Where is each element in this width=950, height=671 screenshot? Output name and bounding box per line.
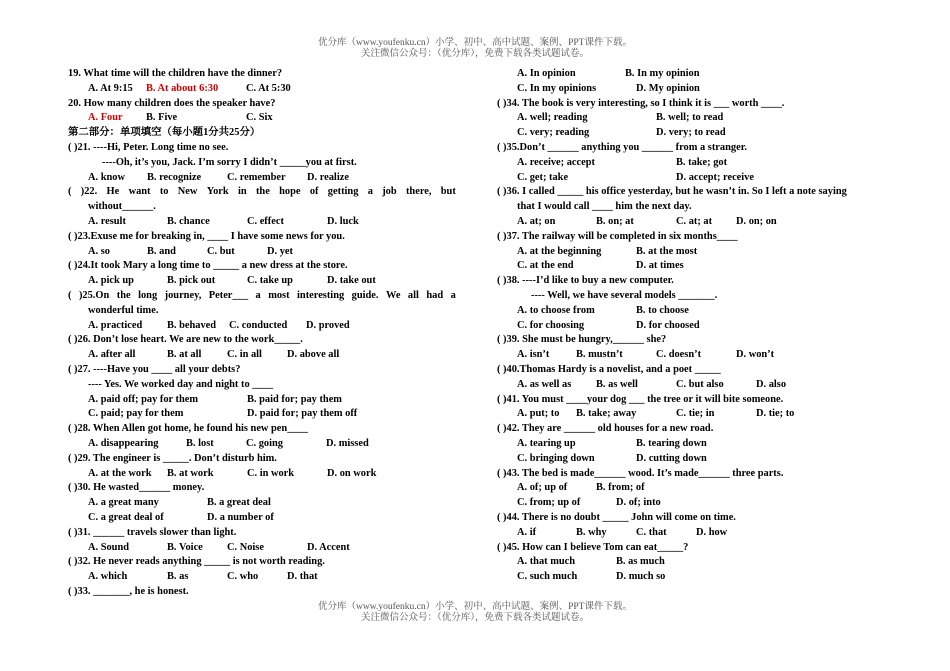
question-word: all — [407, 289, 419, 301]
option-item: C. such much — [517, 571, 578, 583]
options-row — [497, 555, 887, 570]
question-word: ( — [68, 186, 72, 198]
option-item: C. bringing down — [517, 452, 595, 464]
option-item: B. as well — [596, 378, 638, 390]
options-row — [497, 111, 887, 126]
option-item: B. from; of — [596, 482, 645, 494]
option-item: C. very; reading — [517, 127, 590, 139]
options-row — [497, 304, 887, 319]
options-row — [497, 245, 887, 260]
options-row — [497, 570, 887, 585]
option-item: B. why — [576, 526, 607, 538]
options-row — [497, 348, 887, 363]
option-item: A. a great many — [88, 497, 159, 509]
question-word: New — [177, 186, 198, 198]
option-item: D. realize — [307, 171, 349, 183]
options-row — [497, 126, 887, 141]
question-line: ( )45. How can I believe Tom can eat_____? — [497, 541, 689, 553]
option-item: C. remember — [227, 171, 286, 183]
option-item: A. know — [88, 171, 125, 183]
option-item: D. a number of — [207, 511, 274, 523]
options-row — [497, 156, 887, 171]
question-word: He — [106, 186, 120, 198]
question-word: interesting — [297, 289, 345, 301]
option-item: C. going — [246, 437, 283, 449]
question-line — [68, 289, 456, 304]
option-item: B. pick out — [167, 275, 216, 287]
option-item: D. also — [756, 378, 787, 390]
options-row — [497, 319, 887, 334]
option-item: A. if — [517, 526, 537, 538]
option-item: A. that much — [517, 556, 576, 568]
options-row — [68, 437, 456, 452]
option-item: B. tearing down — [636, 437, 707, 449]
options-row — [68, 467, 456, 482]
question-word: but — [440, 186, 456, 198]
question-word: long — [138, 289, 158, 301]
options-row — [68, 215, 456, 230]
option-item: A. to choose from — [517, 304, 595, 316]
option-item: C. tie; in — [676, 408, 715, 420]
question-line: ( )40.Thomas Hardy is a novelist, and a poet _____ — [497, 363, 721, 375]
option-item: B. a great deal — [207, 497, 271, 509]
question-line: ( )35.Don’t ______ anything you ______ from a stranger. — [497, 141, 747, 153]
option-item: B. Voice — [167, 541, 203, 553]
option-item: A. of; up of — [517, 482, 568, 494]
question-line: ( )34. The book is very interesting, so I think it is ___ worth ____. — [497, 97, 785, 109]
option-item: B. at all — [167, 349, 202, 361]
options-row — [68, 82, 456, 97]
question-line: ( )43. The bed is made______ wood. It’s made______ three parts. — [497, 467, 784, 479]
question-line: ( )28. When Allen got home, he found his new pen____ — [68, 423, 308, 435]
option-item: A. at the work — [88, 467, 152, 479]
question-word: job — [382, 186, 397, 198]
question-word: York — [206, 186, 229, 198]
question-word: the — [255, 186, 270, 198]
option-item: A. Sound — [88, 541, 130, 553]
option-item: C. conducted — [229, 319, 288, 331]
options-row — [68, 511, 456, 526]
option-item: C. but — [207, 245, 235, 257]
option-item: A. practiced — [88, 319, 143, 331]
option-item: D. for choosed — [636, 319, 700, 331]
option-item: C. in all — [227, 349, 262, 361]
options-row — [68, 570, 456, 585]
question-continuation: ----Oh, it’s you, Jack. I’m sorry I didn’t _____you at first. — [102, 156, 357, 168]
question-word: to — [159, 186, 169, 198]
question-line: ( )39. She must be hungry,______ she? — [497, 334, 667, 346]
option-item: B. Five — [146, 112, 178, 124]
option-item: D. yet — [267, 245, 293, 257]
option-item: D. luck — [327, 215, 359, 227]
option-item: C. paid; pay for them — [88, 408, 184, 420]
option-item: D. missed — [326, 437, 369, 449]
option-item: A. isn’t — [517, 349, 550, 361]
question-word: hope — [279, 186, 301, 198]
option-item: B. recognize — [147, 171, 202, 183]
question-continuation: ---- Well, we have several models _______. — [531, 289, 718, 301]
question-line: ( )29. The engineer is _____. Don’t disturb him. — [68, 452, 277, 464]
question-line: ( )44. There is no doubt _____ John will come on time. — [497, 511, 736, 523]
question-continuation: ---- Yes. We worked day and night to ____ — [88, 378, 274, 390]
option-item: D. that — [287, 571, 318, 583]
page-header — [0, 38, 950, 60]
question-word: had — [426, 289, 444, 301]
question-word: a — [367, 186, 373, 198]
question-line: ( )38. ----I’d like to buy a new computer. — [497, 275, 674, 287]
question-word: guide. — [351, 289, 379, 301]
options-row — [497, 452, 887, 467]
option-item: A. after all — [88, 349, 136, 361]
option-item: C. a great deal of — [88, 511, 164, 523]
option-item: C. in work — [247, 467, 295, 479]
question-line: 第二部分：单项填空（每小题1分共25分） — [68, 127, 261, 139]
options-row — [497, 67, 887, 82]
option-item: B. as — [167, 571, 189, 583]
option-item: C. that — [636, 526, 667, 538]
option-item: A. put; to — [517, 408, 560, 420]
options-row — [68, 171, 456, 186]
question-line: ( )42. They are ______ old houses for a new road. — [497, 423, 714, 435]
option-item: C. at the end — [517, 260, 574, 272]
question-line: ( )24.It took Mary a long time to _____ a new dress at the store. — [68, 260, 348, 272]
right-column — [497, 67, 887, 585]
options-row — [68, 245, 456, 260]
option-item: D. won’t — [736, 349, 775, 361]
option-item: C. for choosing — [517, 319, 585, 331]
question-continuation: that I would call ____ him the next day. — [517, 201, 692, 213]
left-column — [68, 67, 456, 600]
question-line: ( )26. Don’t lose heart. We are new to the work_____. — [68, 334, 303, 346]
question-word: getting — [327, 186, 359, 198]
option-item: D. at times — [636, 260, 684, 272]
option-item: D. very; to read — [656, 127, 726, 139]
options-row — [68, 541, 456, 556]
option-item: A. at the beginning — [517, 245, 602, 257]
question-word: most — [268, 289, 290, 301]
option-item: C. In my opinions — [517, 82, 597, 94]
option-item: D. proved — [306, 319, 350, 331]
options-row — [497, 215, 887, 230]
question-line: ( )37. The railway will be completed in six months____ — [497, 230, 738, 242]
option-item: D. paid for; pay them off — [247, 408, 358, 420]
option-item: D. cutting down — [636, 452, 707, 464]
option-item: B. take; away — [576, 408, 637, 420]
option-item: A. so — [88, 245, 110, 257]
option-item: D. how — [696, 526, 728, 538]
option-item: C. doesn’t — [656, 349, 702, 361]
option-item: A. well; reading — [517, 112, 588, 124]
question-word: ( — [68, 289, 72, 301]
footer-line-2: 关注微信公众号：（优分库），免费下载各类试题试卷。 — [360, 613, 589, 623]
options-row — [68, 319, 456, 334]
question-word: We — [386, 289, 401, 301]
question-word: there, — [405, 186, 432, 198]
question-line: 19. What time will the children have the dinner? — [68, 68, 283, 79]
question-line: ( )36. I called _____ his office yesterday, but he wasn’t in. So I left a note saying — [497, 186, 847, 198]
options-row — [497, 437, 887, 452]
question-word: of — [309, 186, 319, 198]
question-line: ( )31. ______ travels slower than light. — [68, 526, 237, 538]
option-item: B. mustn’t — [576, 349, 623, 361]
options-row — [68, 111, 456, 126]
option-item: C. but also — [676, 378, 724, 390]
option-item: C. at; at — [676, 215, 713, 227]
option-item: A. as well as — [517, 378, 572, 390]
option-item: C. take up — [247, 275, 293, 287]
question-word: in — [237, 186, 247, 198]
options-row — [68, 393, 456, 408]
question-word: want — [128, 186, 151, 198]
question-line: ( )41. You must ____your dog ___ the tree or it will bite someone. — [497, 393, 784, 405]
option-item: D. Accent — [307, 541, 350, 553]
option-item: A. paid off; pay for them — [88, 393, 199, 405]
option-item: A. tearing up — [517, 437, 576, 449]
question-line: ( )32. He never reads anything _____ is not worth reading. — [68, 556, 325, 568]
option-item: D. of; into — [616, 497, 661, 509]
options-row — [497, 171, 887, 186]
option-item: B. at the most — [636, 245, 698, 257]
option-item: A. At 9:15 — [88, 82, 133, 94]
option-item: C. At 5:30 — [246, 82, 291, 94]
option-item: C. Six — [246, 112, 273, 124]
option-item: A. result — [88, 215, 126, 227]
option-item: C. effect — [247, 215, 284, 227]
question-line: ( )33. _______, he is honest. — [68, 585, 189, 597]
options-row — [497, 496, 887, 511]
option-item: C. Noise — [227, 541, 264, 553]
option-item: B. well; to read — [656, 112, 724, 124]
option-item: A. at; on — [517, 215, 556, 227]
footer-line-1: 优分库（www.youfenku.cn）小学、初中、高中试题、案例、PPT课件下载。 — [318, 602, 632, 612]
option-item: B. behaved — [167, 319, 217, 331]
option-item: D. tie; to — [756, 408, 795, 420]
question-continuation: wonderful time. — [88, 304, 159, 316]
option-item: C. from; up of — [517, 497, 581, 509]
option-item: D. take out — [327, 275, 376, 287]
option-item: B. at work — [167, 467, 214, 479]
options-row — [68, 348, 456, 363]
option-item: B. take; got — [676, 156, 728, 168]
options-row — [497, 378, 887, 393]
option-item: A. receive; accept — [517, 156, 595, 168]
option-item: B. to choose — [636, 304, 689, 316]
option-item: B. as much — [616, 556, 665, 568]
question-word: )22. — [80, 186, 98, 198]
options-row — [497, 526, 887, 541]
option-item: A. pick up — [88, 275, 134, 287]
question-line: ( )23.Exuse me for breaking in, ____ I have some news for you. — [68, 230, 345, 242]
header-line-2: 关注微信公众号：（优分库），免费下载各类试题试卷。 — [360, 49, 589, 59]
header-line-1: 优分库（www.youfenku.cn）小学、初中、高中试题、案例、PPT课件下载。 — [318, 38, 632, 48]
options-row — [497, 259, 887, 274]
option-item: B. At about 6:30 — [146, 82, 219, 94]
page-footer — [0, 602, 950, 624]
question-word: )25.On — [78, 289, 110, 301]
options-row — [497, 82, 887, 97]
question-word: the — [116, 289, 131, 301]
question-line: ( )30. He wasted______ money. — [68, 482, 205, 494]
question-word: a — [450, 289, 456, 301]
question-line: 20. How many children does the speaker have? — [68, 97, 276, 109]
options-row — [68, 496, 456, 511]
option-item: B. chance — [167, 215, 210, 227]
options-row — [497, 407, 887, 422]
option-item: D. on; on — [736, 215, 777, 227]
question-word: Peter___ — [208, 289, 249, 301]
options-row — [68, 407, 456, 422]
option-item: A. which — [88, 571, 128, 583]
question-line — [68, 185, 456, 200]
option-item: D. on work — [327, 467, 377, 479]
option-item: D. My opinion — [636, 82, 700, 94]
option-item: B. on; at — [596, 215, 634, 227]
option-item: B. lost — [186, 437, 214, 449]
option-item: C. get; take — [517, 171, 569, 183]
option-item: B. paid for; pay them — [247, 393, 342, 405]
option-item: A. In opinion — [517, 68, 576, 79]
option-item: D. much so — [616, 571, 666, 583]
question-word: journey, — [164, 289, 202, 301]
question-continuation: without______. — [88, 201, 156, 213]
option-item: D. accept; receive — [676, 171, 754, 183]
question-line: ( )21. ----Hi, Peter. Long time no see. — [68, 141, 229, 153]
option-item: A. Four — [88, 112, 123, 124]
question-line: ( )27. ----Have you ____ all your debts? — [68, 363, 241, 375]
options-row — [68, 274, 456, 289]
option-item: B. and — [147, 245, 176, 257]
option-item: D. above all — [287, 349, 340, 361]
option-item: A. disappearing — [88, 437, 159, 449]
options-row — [497, 481, 887, 496]
option-item: B. In my opinion — [625, 68, 700, 79]
question-word: a — [255, 289, 261, 301]
option-item: C. who — [227, 571, 259, 583]
